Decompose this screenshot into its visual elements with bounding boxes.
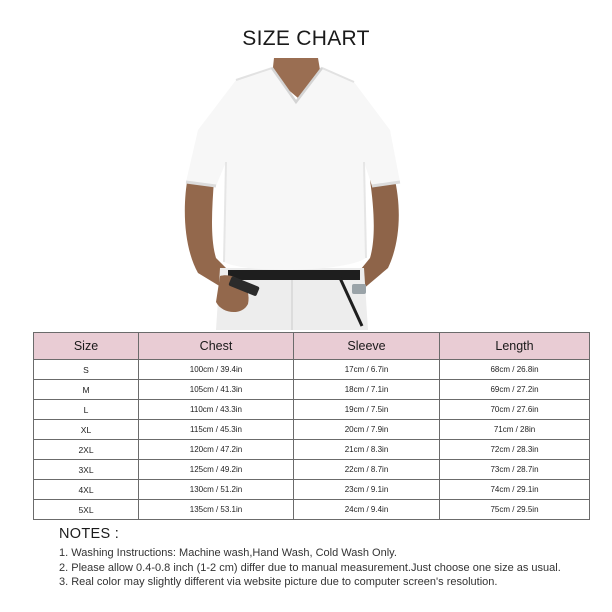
size-cell: 4XL [34,480,139,500]
table-row [34,380,590,400]
chest-cell: 130cm / 51.2in [139,480,294,500]
length-cell: 71cm / 28in [440,420,590,440]
table-row [34,440,590,460]
column-header-size: Size [34,333,139,360]
column-header-length: Length [440,333,590,360]
notes-title: NOTES : [59,526,120,542]
column-header-sleeve: Sleeve [294,333,440,360]
chest-cell: 105cm / 41.3in [139,380,294,400]
sleeve-cell: 22cm / 8.7in [294,460,440,480]
note-item: 1. Washing Instructions: Machine wash,Hand Wash, Cold Wash Only. [59,547,397,559]
size-cell: M [34,380,139,400]
length-cell: 73cm / 28.7in [440,460,590,480]
size-cell: XL [34,420,139,440]
note-item: 2. Please allow 0.4-0.8 inch (1-2 cm) differ due to manual measurement.Just choose one size as usual. [59,561,561,574]
length-cell: 70cm / 27.6in [440,400,590,420]
notes-section [59,526,599,590]
table-row [34,400,590,420]
sleeve-cell: 18cm / 7.1in [294,380,440,400]
note-item: 3. Real color may slightly different via website picture due to computer screen's resolution. [59,576,498,588]
size-cell: 3XL [34,460,139,480]
length-cell: 75cm / 29.5in [440,500,590,520]
table-header-row [34,333,590,360]
sleeve-cell: 23cm / 9.1in [294,480,440,500]
sleeve-cell: 21cm / 8.3in [294,440,440,460]
length-cell: 74cm / 29.1in [440,480,590,500]
column-header-chest: Chest [139,333,294,360]
chest-cell: 110cm / 43.3in [139,400,294,420]
sleeve-cell: 19cm / 7.5in [294,400,440,420]
length-cell: 68cm / 26.8in [440,360,590,380]
chest-cell: 125cm / 49.2in [139,460,294,480]
chest-cell: 100cm / 39.4in [139,360,294,380]
sleeve-cell: 24cm / 9.4in [294,500,440,520]
table-row [34,420,590,440]
size-cell: S [34,360,139,380]
length-cell: 72cm / 28.3in [440,440,590,460]
sleeve-cell: 20cm / 7.9in [294,420,440,440]
chest-cell: 115cm / 45.3in [139,420,294,440]
size-cell: L [34,400,139,420]
table-row [34,480,590,500]
size-cell: 5XL [34,500,139,520]
table-row [34,500,590,520]
length-cell: 69cm / 27.2in [440,380,590,400]
white-v-neck-tshirt-photo [176,58,408,330]
table-row [34,360,590,380]
sleeve-cell: 17cm / 6.7in [294,360,440,380]
chest-cell: 135cm / 53.1in [139,500,294,520]
table-row [34,460,590,480]
page-title: SIZE CHART [242,27,370,50]
chest-cell: 120cm / 47.2in [139,440,294,460]
size-cell: 2XL [34,440,139,460]
size-chart-table [33,332,590,520]
